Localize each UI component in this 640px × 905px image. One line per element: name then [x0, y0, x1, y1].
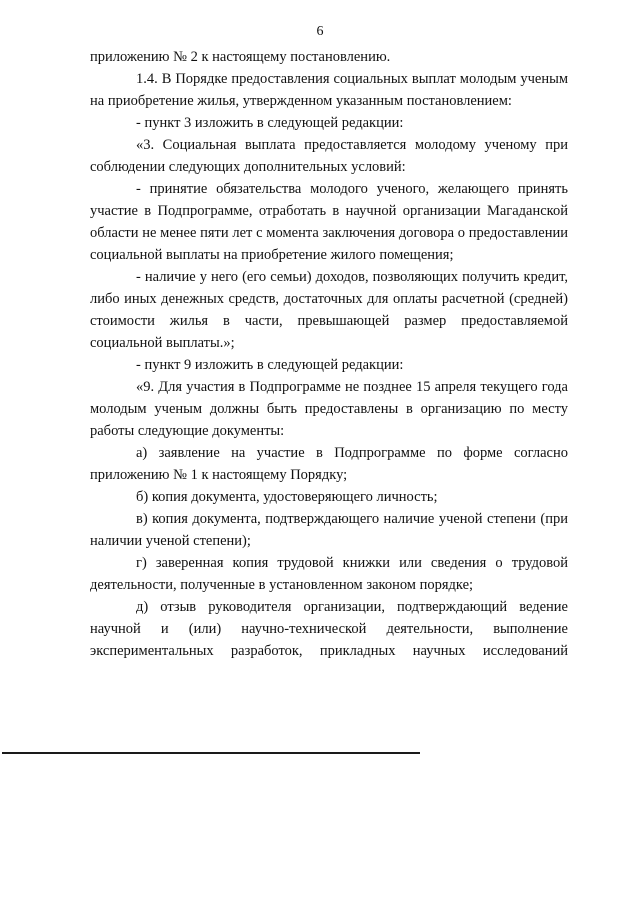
paragraph-doc-g: г) заверенная копия трудовой книжки или сведения о трудовой деятельности, полученные в установленном законом порядке;	[90, 555, 568, 593]
paragraph-continuation: приложению № 2 к настоящему постановлению.	[90, 49, 391, 65]
bottom-divider	[2, 752, 420, 754]
paragraph-doc-v: в) копия документа, подтверждающего наличие ученой степени (при наличии ученой степени);	[90, 511, 568, 549]
paragraph-doc-b: б) копия документа, удостоверяющего личность;	[136, 489, 438, 505]
paragraph-item-9-text: «9. Для участия в Подпрограмме не позднее 15 апреля текущего года молодым ученым должны быть предоставлены в организацию по месту работы следующие документы:	[90, 379, 568, 439]
page-number: 6	[316, 24, 324, 39]
paragraph-1-4: 1.4. В Порядке предоставления социальных выплат молодым ученым на приобретение жилья, утвержденном указанным постановлением:	[90, 71, 568, 109]
paragraph-item-3-intro: - пункт 3 изложить в следующей редакции:	[136, 115, 404, 131]
paragraph-doc-a: а) заявление на участие в Подпрограмме по форме согласно приложению № 1 к настоящему Порядку;	[90, 445, 568, 483]
paragraph-condition-1: - принятие обязательства молодого ученого, желающего принять участие в Подпрограмме, отработать в научной организации Магаданской области не менее пяти лет с момента заключения договора о предоставлении социальной выплаты на приобретение жилого помещения;	[90, 181, 568, 263]
paragraph-item-9-intro: - пункт 9 изложить в следующей редакции:	[136, 357, 404, 373]
document-body	[90, 46, 568, 662]
paragraph-condition-2: - наличие у него (его семьи) доходов, позволяющих получить кредит, либо иных денежных средств, достаточных для оплаты расчетной (средней) стоимости жилья в части, превышающей размер предоставляемой социальной выплаты.»;	[90, 269, 568, 351]
paragraph-item-3-text: «3. Социальная выплата предоставляется молодому ученому при соблюдении следующих дополнительных условий:	[90, 137, 568, 175]
paragraph-doc-d: д) отзыв руководителя организации, подтверждающий ведение научной и (или) научно-технической деятельности, выполнение экспериментальных разработок, прикладных научных исследований	[90, 599, 568, 659]
